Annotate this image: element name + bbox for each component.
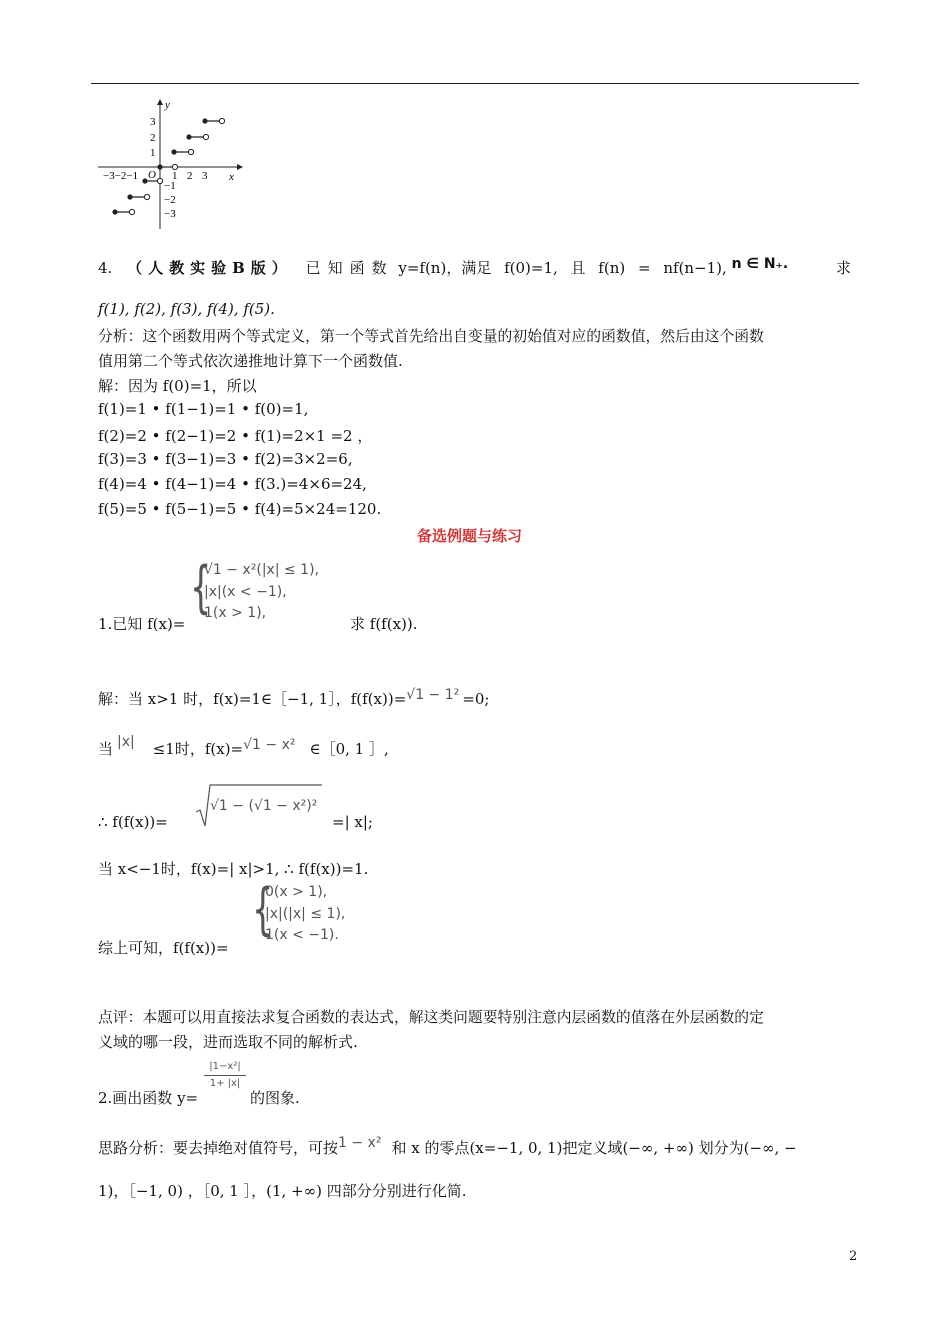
sqrt-1-minus-1sq-image: √1 − 1² [406, 687, 460, 703]
ex1-sol1-b: =0; [462, 690, 490, 708]
problem-source: （人教实验B版） [127, 259, 293, 277]
frac-bar [204, 1075, 246, 1076]
conclusion-brace-icon: { [252, 877, 274, 942]
solution-step-2: f(2)=2 • f(2−1)=2 • f(1)=2×1 =2 ， [98, 427, 373, 445]
solution-step-4: f(4)=4 • f(4−1)=4 • f(3.)=4×6=24, [98, 475, 367, 493]
x-tick-1: 1 [172, 170, 178, 182]
header-rule [91, 83, 859, 84]
sqrt-1-minus-x2-image: √1 − x² [243, 737, 296, 753]
solution-step-1: f(1)=1 • f(1−1)=1 • f(0)=1, [98, 400, 309, 418]
x-tick-2: 2 [187, 170, 193, 182]
ex1-sol2 [98, 734, 389, 759]
concl-case-2: |x|(|x| ≤ 1), [265, 906, 346, 922]
ex1-case-3: 1(x > 1), [204, 605, 267, 621]
ex1-sol1-a: 解：当 x>1 时，f(x)=1∈［−1, 1］，f(f(x))= [98, 690, 407, 708]
page-number: 2 [849, 1249, 858, 1264]
solution-head: 解：因为 f(0)=1，所以 [98, 377, 257, 395]
ex1-lead: 1.已知 f(x)= [98, 615, 186, 633]
piecewise-brace-icon: { [190, 555, 212, 620]
y-axis-arrow-icon [157, 99, 163, 105]
frac-denominator: 1+ |x| [209, 1078, 241, 1089]
nested-sqrt-image [196, 782, 324, 828]
problem-number: 4. [98, 259, 113, 277]
ex1-sol4: 当 x<−1时，f(x)=| x|>1, ∴ f(f(x))=1. [98, 860, 369, 878]
problem4-line1 [98, 257, 788, 278]
analysis-line1: 分析：这个函数用两个等式定义，第一个等式首先给出自变量的初始值对应的函数值，然后由这个函数 [98, 328, 764, 345]
y-tick-neg3: −3 [164, 208, 176, 220]
ex1-sol2-a: 当 [98, 740, 114, 758]
y-tick-2: 2 [150, 132, 156, 144]
comment-line2: 义域的哪一段，进而选取不同的解析式. [98, 1033, 358, 1051]
ex2-think-line2: 1)，［−1, 0) ，［0, 1 ］，(1, +∞) 四部分分别进行化简. [98, 1182, 467, 1200]
problem-stmt-b: y=f(n)，满足 f(0)=1, 且 f(n) = nf(n−1), [398, 259, 727, 277]
abs-x-image: |x| [117, 734, 135, 750]
ex1-conclusion: 综上可知，f(f(x))= [98, 939, 229, 957]
ex2-lead: 2.画出函数 y= [98, 1089, 199, 1107]
x-tick-neg: −3−2−1 [103, 170, 139, 182]
ex1-sol3-lead: ∴ f(f(x))= [98, 813, 168, 831]
ex1-sol1 [98, 688, 489, 709]
nested-sqrt-expr: √1 − (√1 − x²)² [210, 798, 318, 814]
problem-stmt-a: 已知函数 [305, 259, 394, 277]
problem4-line2: f(1), f(2), f(3), f(4), f(5). [98, 300, 275, 318]
fraction-image [202, 1060, 248, 1091]
x-tick-3: 3 [202, 170, 208, 182]
concl-case-1: 0(x > 1), [265, 884, 328, 900]
ex1-case-2: |x|(x < −1), [204, 584, 287, 600]
comment-line1: 点评：本题可以用直接法求复合函数的表达式，解这类问题要特别注意内层函数的值落在外层函数的定 [98, 1009, 764, 1026]
section-title: 备选例题与练习 [417, 527, 523, 545]
origin-label: O [148, 169, 156, 181]
ex2-tail: 的图象. [250, 1089, 300, 1107]
ex1-sol2-b: ≤1时，f(x)= [152, 740, 244, 758]
ex2-think-b: 和 x 的零点(x=−1, 0, 1)把定义域(−∞, +∞) 划分为(−∞, − [391, 1139, 797, 1157]
ex2-think-line1 [98, 1137, 797, 1158]
ex1-sol2-c: ∈［0, 1 ］, [309, 740, 389, 758]
x-axis-label: x [229, 171, 234, 183]
ex1-sol3-b: =| x|; [332, 813, 373, 831]
solution-step-5: f(5)=5 • f(5−1)=5 • f(4)=5×24=120. [98, 500, 382, 518]
one-minus-x2-image: 1 − x² [338, 1135, 382, 1151]
ex1-case-1: √1 − x²(|x| ≤ 1), [204, 562, 319, 578]
y-tick-1: 1 [150, 147, 156, 159]
ex1-ask: 求 f(f(x)). [350, 615, 418, 633]
step-function-graph [95, 95, 245, 235]
solution-step-3: f(3)=3 • f(3−1)=3 • f(2)=3×2=6, [98, 450, 353, 468]
ex2-think-a: 思路分析：要去掉绝对值符号，可按 [98, 1139, 339, 1157]
y-tick-neg2: −2 [164, 194, 176, 206]
x-axis-arrow-icon [237, 164, 243, 170]
concl-case-3: 1(x < −1). [265, 927, 339, 943]
problem4-ask: 求 [836, 259, 852, 277]
y-tick-3: 3 [150, 116, 156, 128]
y-axis-label: y [165, 99, 170, 111]
frac-numerator: |1−x²| [209, 1061, 241, 1072]
set-n-plus-image: n ∈ N₊. [731, 256, 789, 272]
analysis-line2: 值用第二个等式依次递推地计算下一个函数值. [98, 352, 403, 370]
y-tick-neg1: −1 [164, 180, 176, 192]
